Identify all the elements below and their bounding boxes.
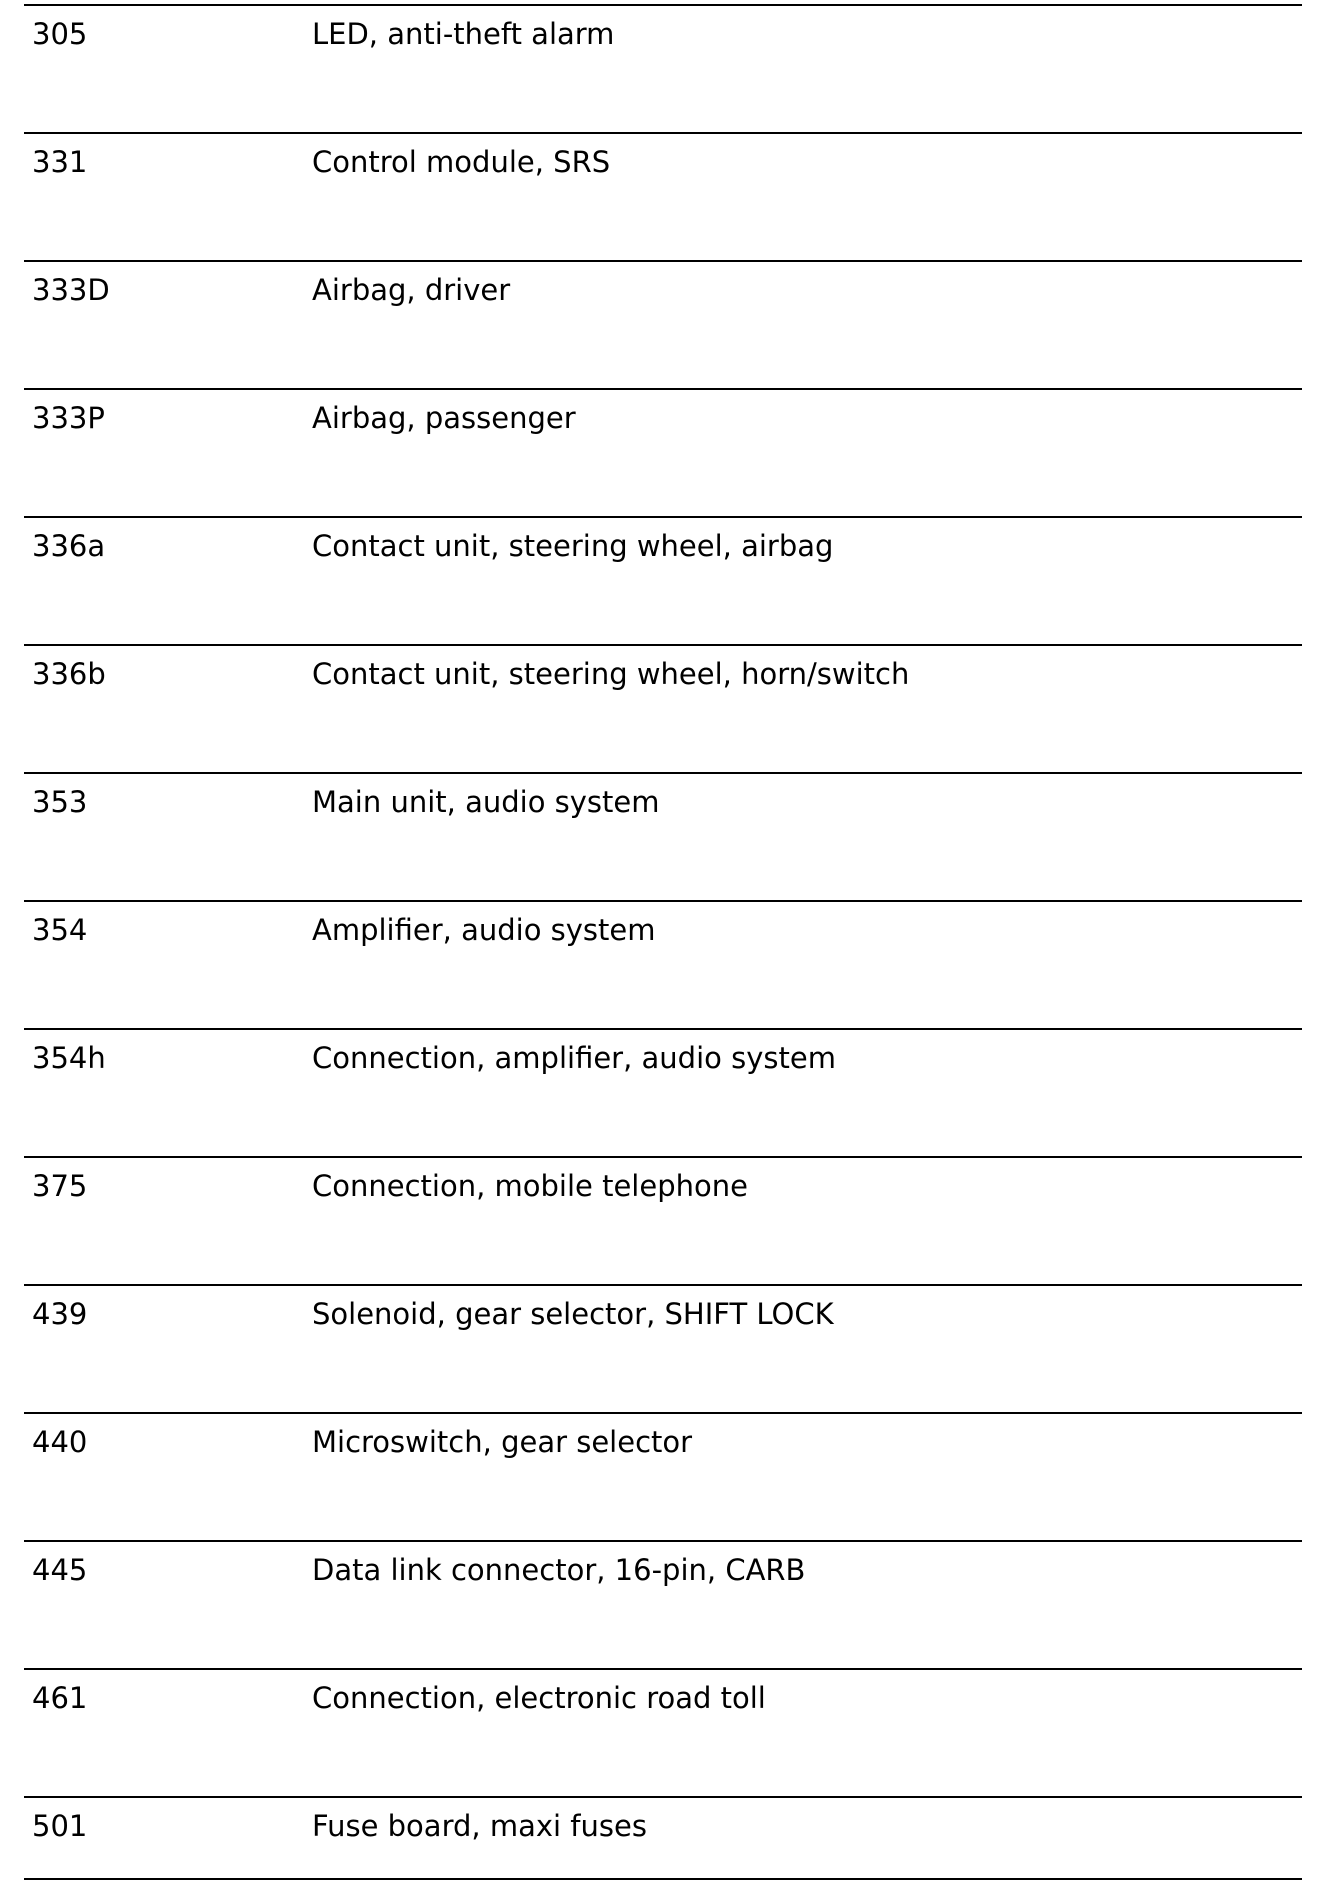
- table-row: [24, 1156, 1302, 1284]
- component-code: 336b: [32, 657, 106, 691]
- table-row: [24, 900, 1302, 1028]
- component-code: 501: [32, 1809, 88, 1843]
- component-code: 439: [32, 1297, 88, 1331]
- table-row: [24, 260, 1302, 388]
- component-code: 353: [32, 785, 88, 819]
- component-description: Solenoid, gear selector, SHIFT LOCK: [312, 1297, 834, 1331]
- component-description: Amplifier, audio system: [312, 913, 656, 947]
- component-code: 461: [32, 1681, 88, 1715]
- component-description: Connection, amplifier, audio system: [312, 1041, 836, 1075]
- component-description: Control module, SRS: [312, 145, 611, 179]
- component-code: 375: [32, 1169, 88, 1203]
- table-row: [24, 1028, 1302, 1156]
- component-description: Airbag, driver: [312, 273, 511, 307]
- component-code: 333D: [32, 273, 110, 307]
- component-description: Connection, mobile telephone: [312, 1169, 748, 1203]
- table-row: [24, 1412, 1302, 1540]
- component-code: 445: [32, 1553, 88, 1587]
- component-code: 336a: [32, 529, 106, 563]
- component-description: Data link connector, 16-pin, CARB: [312, 1553, 806, 1587]
- component-description: Microswitch, gear selector: [312, 1425, 693, 1459]
- table-row: [24, 4, 1302, 132]
- table-row: [24, 1668, 1302, 1796]
- component-description: LED, anti-theft alarm: [312, 17, 615, 51]
- component-code: 333P: [32, 401, 105, 435]
- table-row: [24, 772, 1302, 900]
- component-description: Fuse board, maxi fuses: [312, 1809, 647, 1843]
- component-description: Airbag, passenger: [312, 401, 576, 435]
- component-description: Contact unit, steering wheel, airbag: [312, 529, 834, 563]
- component-code: 305: [32, 17, 88, 51]
- table-row: [24, 1796, 1302, 1880]
- component-description: Connection, electronic road toll: [312, 1681, 766, 1715]
- table-row: [24, 1540, 1302, 1668]
- component-code: 354h: [32, 1041, 106, 1075]
- component-code: 331: [32, 145, 88, 179]
- component-code: 354: [32, 913, 88, 947]
- table-row: [24, 132, 1302, 260]
- table-row: [24, 516, 1302, 644]
- component-description: Main unit, audio system: [312, 785, 660, 819]
- table-row: [24, 388, 1302, 516]
- table-row: [24, 644, 1302, 772]
- table-row: [24, 1284, 1302, 1412]
- component-description: Contact unit, steering wheel, horn/switch: [312, 657, 910, 691]
- component-code: 440: [32, 1425, 88, 1459]
- component-table: [24, 4, 1302, 1880]
